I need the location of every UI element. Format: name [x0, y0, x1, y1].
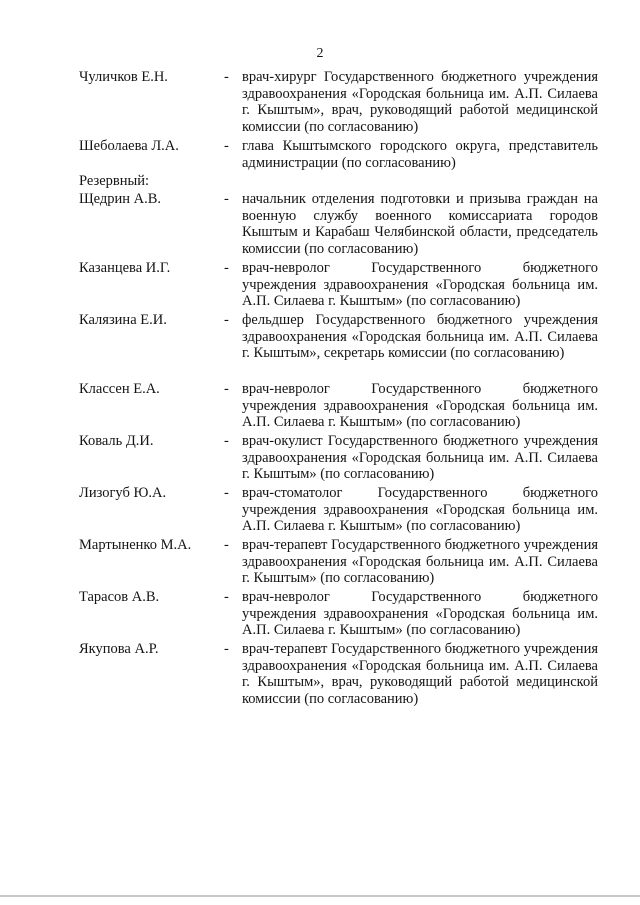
member-name: Чуличков Е.Н.: [79, 69, 168, 85]
member-dash: -: [224, 589, 229, 605]
member-name: Калязина Е.И.: [79, 312, 167, 328]
member-description: врач-невролог Государственного бюджетного учреждения здравоохранения «Городская больница им. А.П. Силаева г. Кыштым» (по согласованию): [242, 260, 598, 309]
member-name: Лизогуб Ю.А.: [79, 485, 167, 501]
member-name: Классен Е.А.: [79, 381, 160, 397]
member-description: врач-терапевт Государственного бюджетного учреждения здравоохранения «Городская больница им. А.П. Силаева г. Кыштым», врач, руководящий работой медицинской комиссии (по согласованию): [242, 641, 598, 707]
member-description: врач-терапевт Государственного бюджетного учреждения здравоохранения «Городская больница им. А.П. Силаева г. Кыштым» (по согласованию): [242, 537, 598, 586]
member-name: Щедрин А.В.: [79, 191, 162, 207]
page-number: 2: [316, 46, 324, 61]
member-name: Коваль Д.И.: [79, 433, 154, 449]
member-dash: -: [224, 485, 229, 501]
member-dash: -: [224, 191, 229, 207]
member-name: Тарасов А.В.: [79, 589, 160, 605]
member-description: врач-невролог Государственного бюджетного учреждения здравоохранения «Городская больница им. А.П. Силаева г. Кыштым» (по согласованию): [242, 589, 598, 638]
member-description: начальник отделения подготовки и призыва граждан на военную службу военного комиссариата городов Кыштым и Карабаш Челябинской области, председатель комиссии (по согласованию): [242, 191, 598, 257]
member-dash: -: [224, 537, 229, 553]
member-dash: -: [224, 312, 229, 328]
page-bottom-edge: [0, 895, 640, 897]
member-name: Якупова А.Р.: [79, 641, 159, 657]
member-description: врач-окулист Государственного бюджетного учреждения здравоохранения «Городская больница им. А.П. Силаева г. Кыштым» (по согласованию): [242, 433, 598, 482]
member-description: врач-стоматолог Государственного бюджетного учреждения здравоохранения «Городская больница им. А.П. Силаева г. Кыштым» (по согласованию): [242, 485, 598, 534]
member-name: Казанцева И.Г.: [79, 260, 171, 276]
member-dash: -: [224, 381, 229, 397]
member-dash: -: [224, 433, 229, 449]
member-description: фельдшер Государственного бюджетного учреждения здравоохранения «Городская больница им. А.П. Силаева г. Кыштым», секретарь комиссии (по согласованию): [242, 312, 598, 361]
reserve-heading: Резервный:: [79, 173, 150, 189]
member-description: врач-невролог Государственного бюджетного учреждения здравоохранения «Городская больница им. А.П. Силаева г. Кыштым» (по согласованию): [242, 381, 598, 430]
member-dash: -: [224, 69, 229, 85]
member-name: Шеболаева Л.А.: [79, 138, 179, 154]
member-name: Мартыненко М.А.: [79, 537, 192, 553]
member-description: глава Кыштымского городского округа, представитель администрации (по согласованию): [242, 138, 598, 171]
member-dash: -: [224, 138, 229, 154]
member-description: врач-хирург Государственного бюджетного учреждения здравоохранения «Городская больница им. А.П. Силаева г. Кыштым», врач, руководящий работой медицинской комиссии (по согласованию): [242, 69, 598, 135]
member-dash: -: [224, 260, 229, 276]
member-dash: -: [224, 641, 229, 657]
